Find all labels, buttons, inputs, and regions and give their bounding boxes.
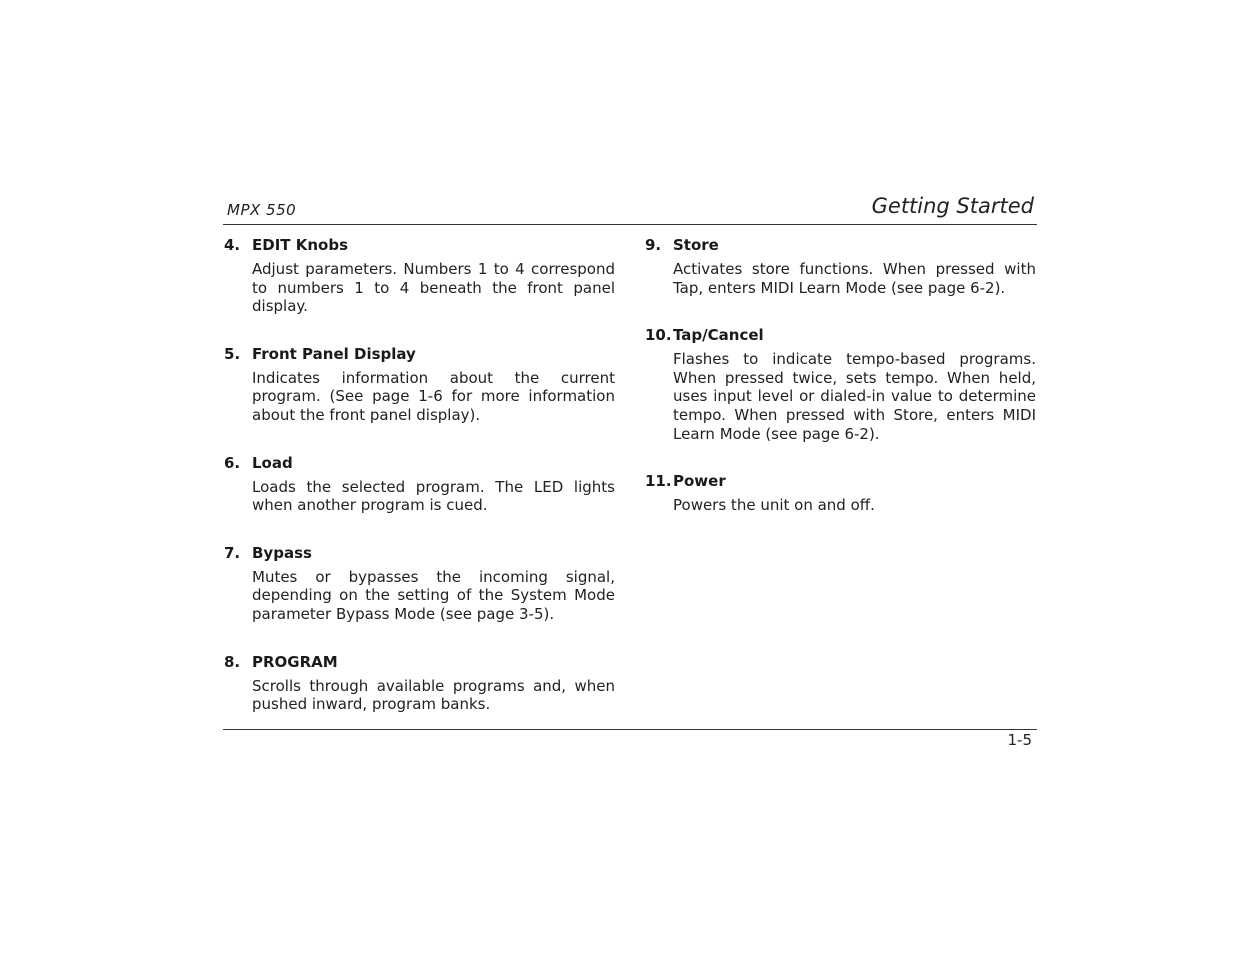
page-number: 1-5 bbox=[1007, 731, 1032, 749]
list-item bbox=[224, 345, 615, 425]
item-title: Tap/Cancel bbox=[673, 326, 764, 345]
item-heading bbox=[645, 236, 1036, 255]
item-title: Load bbox=[252, 453, 293, 472]
product-name-header: MPX 550 bbox=[227, 201, 297, 219]
list-item bbox=[224, 236, 615, 316]
header-divider bbox=[223, 224, 1037, 225]
item-heading bbox=[224, 544, 615, 563]
item-number: 8. bbox=[224, 652, 241, 671]
item-heading bbox=[224, 653, 615, 672]
right-column bbox=[645, 236, 1036, 544]
item-number: 4. bbox=[224, 236, 241, 254]
item-heading bbox=[224, 236, 615, 255]
item-description: Indicates information about the current program. (See page 1-6 for more information about the front panel display). bbox=[252, 368, 615, 424]
item-heading bbox=[224, 345, 615, 364]
chapter-title-header: Getting Started bbox=[871, 194, 1034, 218]
item-title: PROGRAM bbox=[252, 652, 338, 671]
list-item bbox=[224, 454, 615, 515]
list-item bbox=[224, 653, 615, 714]
item-title: Front Panel Display bbox=[252, 344, 416, 363]
item-description: Mutes or bypasses the incoming signal, depending on the setting of the System Mode parameter Bypass Mode (see page 3-5). bbox=[252, 567, 615, 623]
list-item bbox=[224, 544, 615, 624]
item-number: 7. bbox=[224, 543, 241, 562]
item-heading bbox=[645, 472, 1036, 491]
item-title: Power bbox=[673, 472, 726, 491]
item-number: 11. bbox=[645, 472, 672, 491]
left-column bbox=[224, 236, 615, 743]
item-title: Store bbox=[673, 236, 719, 254]
item-description: Powers the unit on and off. bbox=[673, 496, 875, 515]
item-number: 10. bbox=[645, 326, 672, 345]
item-description: Activates store functions. When pressed with Tap, enters MIDI Learn Mode (see page 6-2). bbox=[673, 260, 1036, 297]
item-description: Scrolls through available programs and, when pushed inward, program banks. bbox=[252, 676, 615, 714]
item-number: 6. bbox=[224, 453, 241, 472]
item-title: Bypass bbox=[252, 543, 312, 562]
item-description: Loads the selected program. The LED lights when another program is cued. bbox=[252, 477, 615, 515]
item-description: Flashes to indicate tempo-based programs. When pressed twice, sets tempo. When held, uses input level or dialed-in value to determine tempo. When pressed with Store, enters MIDI Learn Mode (see page 6-2). bbox=[673, 350, 1036, 443]
list-item bbox=[645, 472, 1036, 515]
list-item bbox=[645, 236, 1036, 297]
item-number: 9. bbox=[645, 236, 662, 254]
item-heading bbox=[645, 326, 1036, 345]
item-heading bbox=[224, 454, 615, 473]
item-title: EDIT Knobs bbox=[252, 236, 349, 254]
item-description: Adjust parameters. Numbers 1 to 4 correspond to numbers 1 to 4 beneath the front panel display. bbox=[252, 260, 615, 316]
footer-divider bbox=[223, 729, 1037, 730]
list-item bbox=[645, 326, 1036, 443]
item-number: 5. bbox=[224, 344, 241, 363]
